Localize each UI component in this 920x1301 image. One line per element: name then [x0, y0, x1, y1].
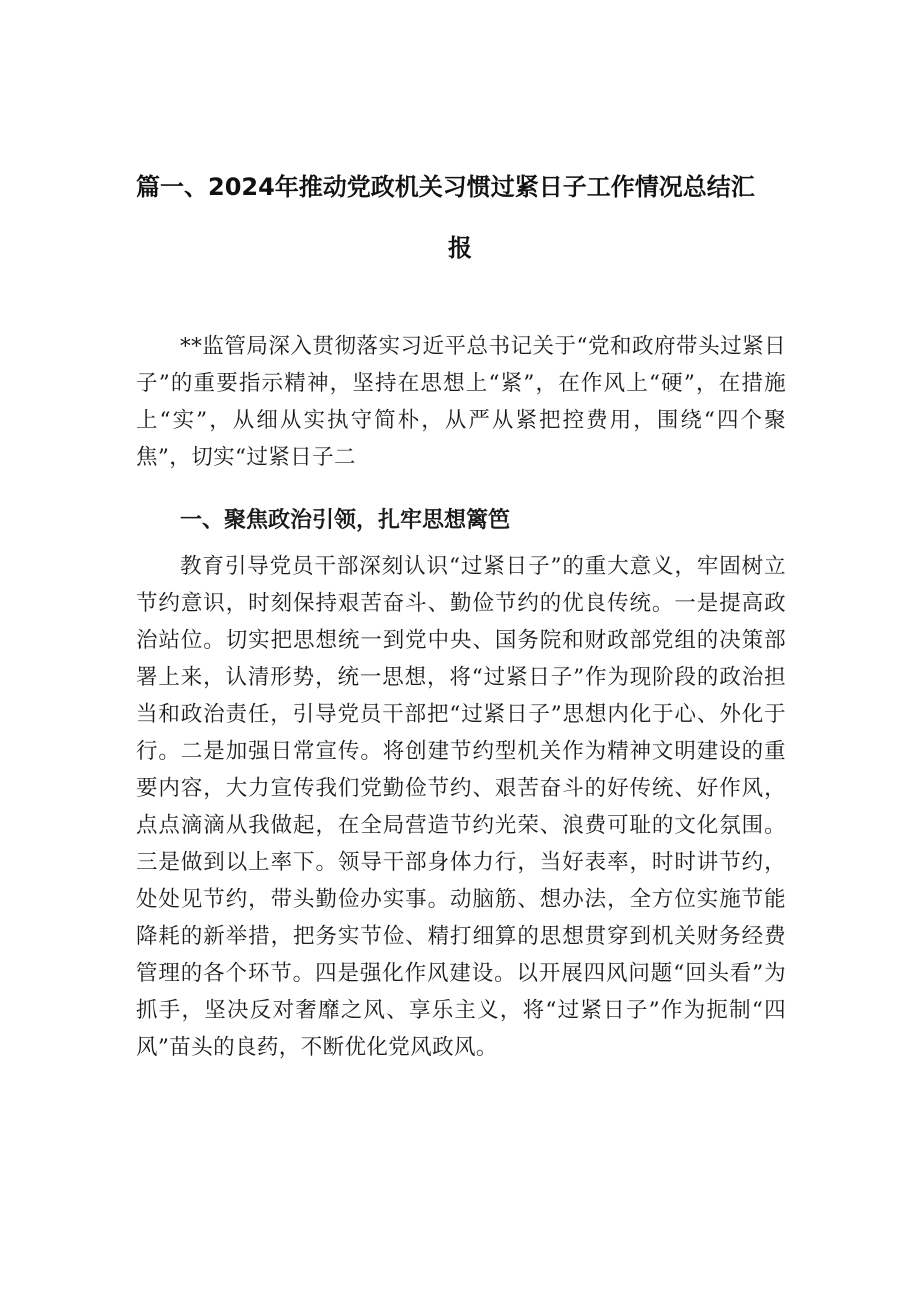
section-body-paragraph: 教育引导党员干部深刻认识“过紧日子”的重大意义，牢固树立节约意识，时刻保持艰苦奋斗、勤俭节约的优良传统。一是提高政治站位。切实把思想统一到党中央、国务院和财政部党组的决策部署上来，认清形势，统一思想，将“过紧日子”作为现阶段的政治担当和政治责任，引导党员干部把“过紧日子”思想内化于心、外化于行。二是加强日常宣传。将创建节约型机关作为精神文明建设的重要内容，大力宣传我们党勤俭节约、艰苦奋斗的好传统、好作风，点点滴滴从我做起，在全局营造节约光荣、浪费可耻的文化氛围。三是做到以上率下。领导干部身体力行，当好表率，时时讲节约，处处见节约，带头勤俭办实事。动脑筋、想办法，全方位实施节能降耗的新举措，把务实节俭、精打细算的思想贯穿到机关财务经费管理的各个环节。四是强化作风建设。以开展四风问题“回头看”为抓手，坚决反对奢靡之风、享乐主义，将“过紧日子”作为扼制“四风”苗头的良药，不断优化党风政风。: [136, 554, 786, 1060]
intro-paragraph: **监管局深入贯彻落实习近平总书记关于“党和政府带头过紧日子”的重要指示精神，坚持在思想上“紧”，在作风上“硬”，在措施上“实”，从细从实执守简朴，从严从紧把控费用，围绕“四个聚焦”，切实“过紧日子二: [136, 334, 786, 470]
document-title-line-1: 篇一、2024年推动党政机关习惯过紧日子工作情况总结汇: [136, 173, 755, 201]
document-title-line-2: 报: [448, 234, 472, 262]
section-heading: 一、聚焦政治引领，扎牢思想篱笆: [180, 508, 511, 533]
